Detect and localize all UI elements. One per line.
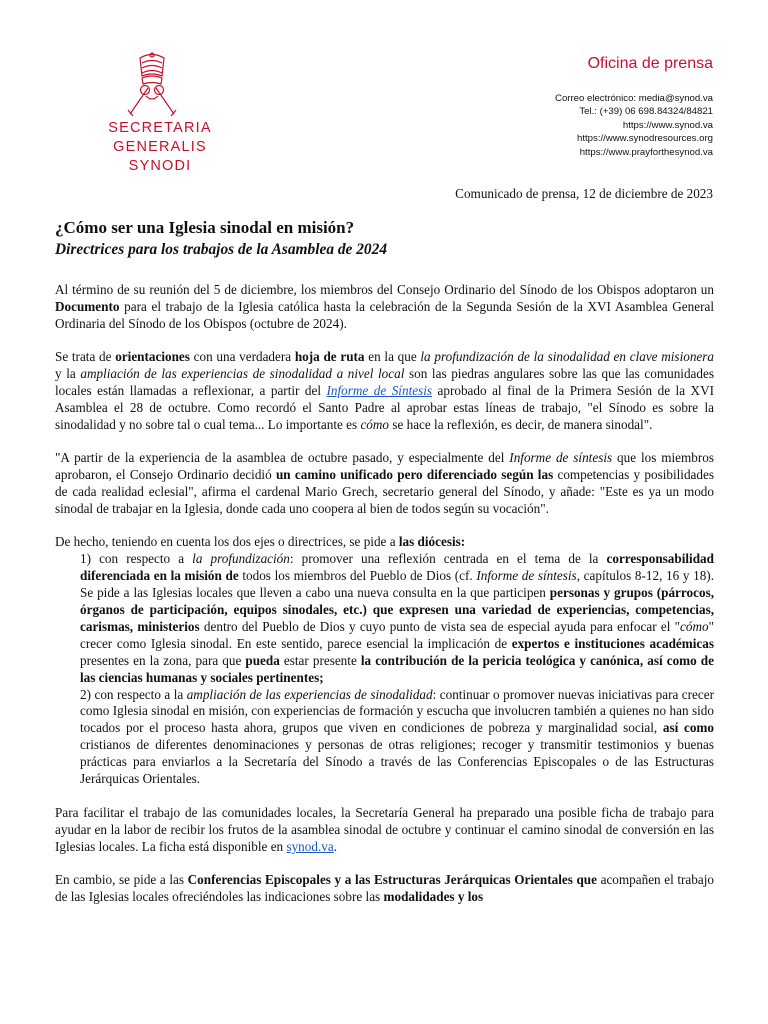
paragraph-6: En cambio, se pide a las Conferencias Episcopales y a las Estructuras Jerárquicas Orientales que acompañen el trabajo de las Iglesias locales ofreciéndoles las indicaciones sobre las modalidades y los [55,872,714,905]
papal-coat-of-arms-logo [122,52,182,118]
synod-va-link[interactable]: synod.va [286,838,334,854]
contact-url-synodresources[interactable]: https://www.synodresources.org [577,133,713,145]
dioceses-list [80,551,714,788]
paragraph-5: Para facilitar el trabajo de las comunidades locales, la Secretaría General ha preparado una posible ficha de trabajo para ayudar en la labor de recibir los frutos de la asamblea sinodal de octubre y continuar el camino sinodal de conversión en las Iglesias locales. La ficha está disponible en synod.va. [55,804,714,854]
contact-phone: Tel.: (+39) 06 698.84324/84821 [579,106,713,118]
paragraph-1: Al término de su reunión del 5 de diciembre, los miembros del Consejo Ordinario del Sínodo de los Obispos adoptaron un Documento para el trabajo de la Iglesia católica hasta la celebración de la Segunda Sesión de la XVI Asamblea General Ordinaria del Sínodo de los Obispos (octubre de 2024). [55,282,714,331]
paragraph-2: Se trata de orientaciones con una verdadera hoja de ruta en la que la profundización de la sinodalidad en clave misionera y la ampliación de las experiencias de sinodalidad a nivel local son las piedras angulares sobre las que las comunidades locales están llamadas a reflexionar, a partir del Informe de Síntesis aprobado al final de la Primera Sesión de la XVI Asamblea el 28 de octubre. Como recordó el Santo Padre al aprobar estas líneas de trabajo, "el Sínodo es sobre la sinodalidad y no sobre tal o cual tema... Lo importante es cómo se hace la reflexión, es decir, de manera sinodal". [55,349,714,432]
organization-name [60,119,260,176]
list-item-2: 2) con respecto a la ampliación de las experiencias de sinodalidad: continuar o promover nuevas iniciativas para crecer como Iglesia sinodal en misión, con experiencias de formación y escucha que involucren también a quienes no han sido tocados por el proceso hasta ahora, grupos que viven en condiciones de pobreza y marginalidad social, así como cristianos de diferentes denominaciones y personas de otras religiones; recoger y transmitir testimonios y buenas prácticas para enviarlos a la Secretaría del Sínodo a través de las Conferencias Episcopales o de las Estructuras Jerárquicas Orientales. [80,686,714,787]
paragraph-4: De hecho, teniendo en cuenta los dos ejes o directrices, se pide a las diócesis: [55,534,466,550]
press-office-heading: Oficina de prensa [587,55,713,72]
contact-block [555,92,713,159]
organization-name-line2: SYNODI [128,158,192,174]
press-release-dateline: Comunicado de prensa, 12 de diciembre de 2023 [455,186,713,201]
paragraph-3: "A partir de la experiencia de la asamblea de octubre pasado, y especialmente del Informe de síntesis que los miembros aprobaron, el Consejo Ordinario decidió un camino unificado pero diferenciado según las competencias y posibilidades de cada realidad eclesial", afirma el cardenal Mario Grech, secretario general del Sínodo, y añade: "Este es ya un modo sinodal de trabajar en la Iglesia, donde cada uno coopera al bien de todos según su vocación". [55,450,714,516]
contact-url-prayforthesynod[interactable]: https://www.prayforthesynod.va [579,146,713,158]
organization-name-line1: SECRETARIA GENERALIS [108,120,212,155]
contact-email: Correo electrónico: media@synod.va [555,93,713,104]
list-item-1: 1) con respecto a la profundización: promover una reflexión centrada en el tema de la corresponsabilidad diferenciada en la misión de todos los miembros del Pueblo de Dios (cf. Informe de síntesis, capítulos 8-12, 16 y 18). Se pide a las Iglesias locales que lleven a cabo una nueva consulta en la que participen personas y grupos (párrocos, órganos de participación, equipos sinodales, etc.) que expresen una variedad de experiencias, competencias, carismas, ministerios dentro del Pueblo de Dios y cuyo punto de vista sea de especial ayuda para enfocar el "cómo" crecer como Iglesia sinodal. En este sentido, parece esencial la implicación de expertos e instituciones académicas presentes en la zona, para que pueda estar presente la contribución de la pericia teológica y canónica, así como de las ciencias humanas y sociales pertinentes; [80,551,715,685]
contact-url-synod[interactable]: https://www.synod.va [622,119,713,131]
document-body [55,282,714,923]
document-title: ¿Cómo ser una Iglesia sinodal en misión? [55,218,355,237]
informe-de-sintesis-link[interactable]: Informe de Síntesis [326,383,433,399]
document-subtitle: Directrices para los trabajos de la Asamblea de 2024 [55,241,388,258]
